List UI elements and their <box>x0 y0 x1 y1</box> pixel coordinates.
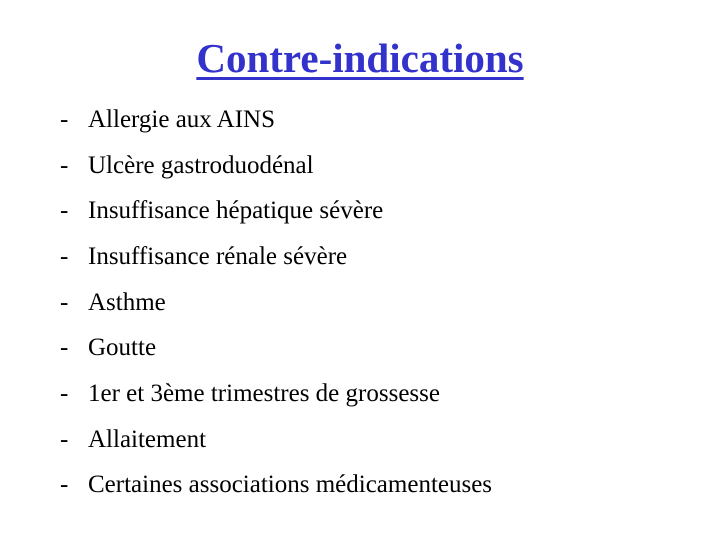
bullet-dash: - <box>60 425 69 453</box>
bullet-dash: - <box>60 334 69 362</box>
list-item <box>60 371 492 417</box>
list-item-text: Insuffisance hépatique sévère <box>88 197 384 225</box>
bullet-dash: - <box>60 471 69 499</box>
list-item <box>60 188 492 234</box>
list-item <box>60 280 492 326</box>
bullet-dash: - <box>60 151 69 179</box>
list-item-text: Certaines associations médicamenteuses <box>88 471 493 499</box>
list-item <box>60 143 492 189</box>
list-item <box>60 325 492 371</box>
bullet-dash: - <box>60 105 69 133</box>
list-item <box>60 234 492 280</box>
list-item-text: Allaitement <box>88 425 207 453</box>
list-item-text: Asthme <box>88 288 166 316</box>
bullet-dash: - <box>60 288 69 316</box>
slide-title: Contre-indications <box>196 35 524 81</box>
list-item <box>60 417 492 463</box>
bullet-dash: - <box>60 197 69 225</box>
list-item-text: 1er et 3ème trimestres de grossesse <box>88 379 440 407</box>
list-item <box>60 97 492 143</box>
bullet-dash: - <box>60 242 69 270</box>
list-item <box>60 463 492 509</box>
list-item-text: Goutte <box>88 334 157 362</box>
contraindications-list <box>60 97 492 508</box>
list-item-text: Insuffisance rénale sévère <box>88 242 348 270</box>
list-item-text: Allergie aux AINS <box>88 105 276 133</box>
bullet-dash: - <box>60 379 69 407</box>
list-item-text: Ulcère gastroduodénal <box>88 151 314 179</box>
